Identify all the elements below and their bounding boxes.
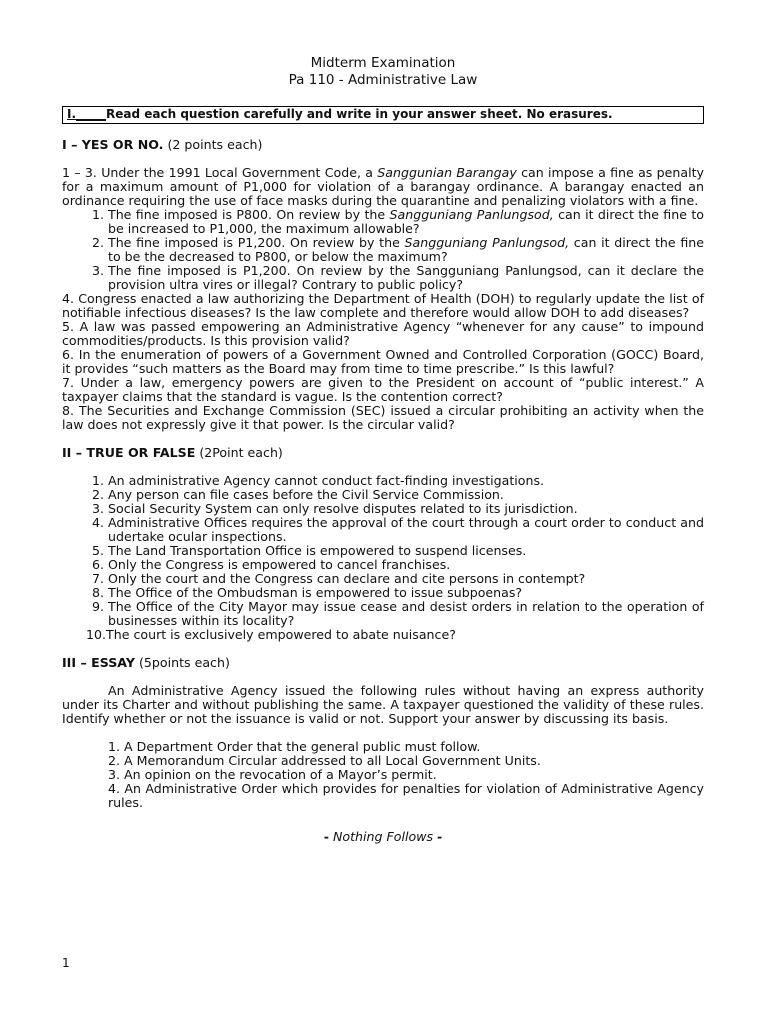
tf-item: 2. Any person can file cases before the Civil Service Commission. <box>108 488 704 502</box>
tf-item: 4. Administrative Offices requires the approval of the court through a court order to conduct and udertake ocular inspections. <box>108 516 704 544</box>
subquestion-list <box>62 208 704 292</box>
essay-item: 3. An opinion on the revocation of a Mayor’s permit. <box>108 767 437 782</box>
essay-item: 2. A Memorandum Circular addressed to all Local Government Units. <box>108 753 541 768</box>
tf-item: 6. Only the Congress is empowered to cancel franchises. <box>108 558 704 572</box>
subquestion-item: 2. The fine imposed is P1,200. On review by the Sangguniang Panlungsod, can it direct the fine to be the decreased to P800, or below the maximum? <box>108 236 704 264</box>
question-7: 7. Under a law, emergency powers are given to the President on account of “public interest.” A taxpayer claims that the standard is vague. Is the contention correct? <box>62 375 704 404</box>
essay-intro: An Administrative Agency issued the following rules without having an express authority under its Charter and without publishing the same. A taxpayer questioned the validity of these rules. Identify whether or not the issuance is valid or not. Support your answer by discussing its basis. <box>62 683 704 726</box>
tf-item: 8. The Office of the Ombudsman is empowered to issue subpoenas? <box>108 586 704 600</box>
question-8: 8. The Securities and Exchange Commission (SEC) issued a circular prohibiting an activity when the law does not expressly give it that power. Is the circular valid? <box>62 403 704 432</box>
tf-item: 10.The court is exclusively empowered to abate nuisance? <box>86 627 456 642</box>
section2-heading: II – TRUE OR FALSE (2Point each) <box>62 445 283 460</box>
instruction-number: I._____ <box>67 107 107 121</box>
subquestion-item: 3. The fine imposed is P1,200. On review by the Sangguniang Panlungsod, can it declare the provision ultra vires or illegal? Contrary to public policy? <box>108 264 704 292</box>
instruction-text: Read each question carefully and write in your answer sheet. No erasures. <box>106 107 613 121</box>
subquestion-item: 1. The fine imposed is P800. On review by the Sangguniang Panlungsod, can it direct the fine to be increased to P1,000, the maximum allowable? <box>108 208 704 236</box>
document-body <box>62 55 704 844</box>
essay-item: 4. An Administrative Order which provides for penalties for violation of Administrative Agency rules. <box>108 781 704 810</box>
page-number: 1 <box>62 956 70 970</box>
nothing-follows: - Nothing Follows - <box>323 829 443 844</box>
question-1-3: 1 – 3. Under the 1991 Local Government Code, a Sanggunian Barangay can impose a fine as penalty for a maximum amount of P1,000 for violation of a barangay ordinance. A barangay enacted an ordinance requiring the use of face masks during the quarantine and penalizing violators with a fine. <box>62 165 704 208</box>
question-6: 6. In the enumeration of powers of a Government Owned and Controlled Corporation (GOCC) Board, it provides “such matters as the Board may from time to time prescribe.” Is this lawful? <box>62 347 704 376</box>
tf-item: 1. An administrative Agency cannot conduct fact-finding investigations. <box>108 474 704 488</box>
essay-list <box>62 740 704 810</box>
tf-item: 3. Social Security System can only resolve disputes related to its jurisdiction. <box>108 502 704 516</box>
question-4: 4. Congress enacted a law authorizing the Department of Health (DOH) to regularly update the list of notifiable infectious diseases? Is the law complete and therefore would allow DOH to add diseases? <box>62 291 704 320</box>
section3-heading: III – ESSAY (5points each) <box>62 655 230 670</box>
exam-title: Midterm Examination <box>310 55 456 71</box>
tf-item: 9. The Office of the City Mayor may issue cease and desist orders in relation to the operation of businesses within its locality? <box>108 600 704 628</box>
true-false-list <box>62 474 704 642</box>
question-5: 5. A law was passed empowering an Administrative Agency “whenever for any cause” to impound commodities/products. Is this provision valid? <box>62 319 704 348</box>
section1-heading: I – YES OR NO. (2 points each) <box>62 137 263 152</box>
essay-item: 1. A Department Order that the general public must follow. <box>108 739 481 754</box>
tf-item: 5. The Land Transportation Office is empowered to suspend licenses. <box>108 544 704 558</box>
instruction-box <box>62 106 704 124</box>
tf-item: 7. Only the court and the Congress can declare and cite persons in contempt? <box>108 572 704 586</box>
course-title: Pa 110 - Administrative Law <box>288 72 478 88</box>
